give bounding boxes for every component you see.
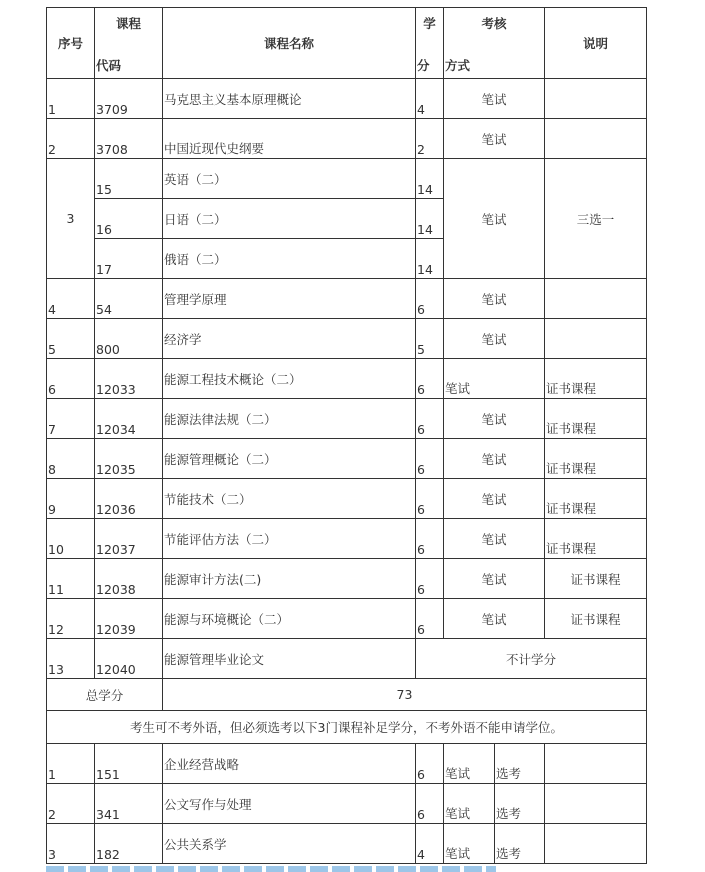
cell-code: 16 — [95, 199, 163, 239]
table-row — [47, 359, 647, 399]
cell-name: 能源管理概论（二） — [163, 439, 416, 479]
cropped-link-strip — [46, 866, 496, 872]
header-seq: 序号 — [47, 8, 95, 79]
cell-exam: 笔试 — [444, 479, 545, 519]
cell-seq: 9 — [47, 479, 95, 519]
header-credit-top: 学 — [423, 16, 436, 31]
cell-credit: 14 — [416, 239, 444, 279]
cell-code: 12036 — [95, 479, 163, 519]
cell-name: 英语（二） — [163, 159, 416, 199]
cell-exam: 笔试 — [444, 79, 545, 119]
table-row — [47, 319, 647, 359]
cell-seq: 8 — [47, 439, 95, 479]
cell-seq: 1 — [47, 79, 95, 119]
cell-credit: 6 — [416, 744, 444, 784]
table-row — [47, 399, 647, 439]
cell-exam: 笔试 — [444, 599, 545, 639]
cell-seq: 7 — [47, 399, 95, 439]
cell-code: 12038 — [95, 559, 163, 599]
cell-code: 12035 — [95, 439, 163, 479]
cell-credit: 14 — [416, 159, 444, 199]
cell-name: 能源法律法规（二） — [163, 399, 416, 439]
cell-code: 12033 — [95, 359, 163, 399]
cell-exam: 笔试 — [444, 559, 545, 599]
table-row — [47, 559, 647, 599]
cell-name: 中国近现代史纲要 — [163, 119, 416, 159]
total-row — [47, 679, 647, 711]
cell-note: 证书课程 — [545, 599, 647, 639]
cell-credit: 6 — [416, 519, 444, 559]
cell-note: 证书课程 — [545, 559, 647, 599]
cell-note — [545, 79, 647, 119]
cell-code: 17 — [95, 239, 163, 279]
cell-note — [545, 279, 647, 319]
cell-seq: 10 — [47, 519, 95, 559]
cell-name: 节能评估方法（二） — [163, 519, 416, 559]
cell-credit: 14 — [416, 199, 444, 239]
table-row — [47, 439, 647, 479]
cell-credit: 6 — [416, 479, 444, 519]
cell-type: 选考 — [495, 784, 545, 824]
cell-exam: 笔试 — [444, 359, 545, 399]
cell-note — [545, 824, 647, 864]
table-row — [47, 79, 647, 119]
cell-note — [545, 744, 647, 784]
cell-name: 公共关系学 — [163, 824, 416, 864]
cell-note — [545, 119, 647, 159]
header-exam-bottom: 方式 — [445, 58, 471, 73]
cell-code: 800 — [95, 319, 163, 359]
cell-exam-merged: 不计学分 — [416, 639, 647, 679]
cell-exam: 笔试 — [444, 159, 545, 279]
cell-seq: 6 — [47, 359, 95, 399]
cell-type: 选考 — [495, 744, 545, 784]
cell-code: 182 — [95, 824, 163, 864]
cell-code: 3709 — [95, 79, 163, 119]
cell-credit: 6 — [416, 439, 444, 479]
cell-credit: 5 — [416, 319, 444, 359]
header-code-bottom: 代码 — [96, 58, 122, 73]
cell-code: 341 — [95, 784, 163, 824]
header-note: 说明 — [545, 8, 647, 79]
cell-code: 3708 — [95, 119, 163, 159]
cell-credit: 6 — [416, 784, 444, 824]
elective-row — [47, 784, 647, 824]
cell-name: 节能技术（二） — [163, 479, 416, 519]
cell-name: 管理学原理 — [163, 279, 416, 319]
cell-seq: 11 — [47, 559, 95, 599]
cell-seq: 12 — [47, 599, 95, 639]
cell-note: 证书课程 — [545, 479, 647, 519]
cell-name: 能源工程技术概论（二） — [163, 359, 416, 399]
cell-name: 公文写作与处理 — [163, 784, 416, 824]
cell-exam: 笔试 — [444, 119, 545, 159]
table-row — [47, 639, 647, 679]
cell-exam: 笔试 — [444, 439, 545, 479]
total-value: 73 — [163, 679, 647, 711]
cell-exam: 笔试 — [444, 519, 545, 559]
cell-credit: 6 — [416, 399, 444, 439]
cell-exam: 笔试 — [444, 399, 545, 439]
cell-note: 三选一 — [545, 159, 647, 279]
cell-credit: 6 — [416, 279, 444, 319]
cell-exam: 笔试 — [444, 279, 545, 319]
table-header-row — [47, 8, 647, 79]
cell-code: 15 — [95, 159, 163, 199]
cell-name: 能源管理毕业论文 — [163, 639, 416, 679]
cell-note: 证书课程 — [545, 359, 647, 399]
cell-seq: 3 — [47, 824, 95, 864]
cell-credit: 4 — [416, 824, 444, 864]
notice-text: 考生可不考外语，但必须选考以下3门课程补足学分，不考外语不能申请学位。 — [47, 711, 647, 744]
cell-seq: 1 — [47, 744, 95, 784]
cell-seq: 4 — [47, 279, 95, 319]
cell-credit: 6 — [416, 559, 444, 599]
cell-name: 日语（二） — [163, 199, 416, 239]
cell-code: 12040 — [95, 639, 163, 679]
cell-code: 12039 — [95, 599, 163, 639]
cell-credit: 2 — [416, 119, 444, 159]
cell-name: 经济学 — [163, 319, 416, 359]
cell-seq: 3 — [47, 159, 95, 279]
cell-credit: 6 — [416, 359, 444, 399]
cell-code: 12037 — [95, 519, 163, 559]
cell-note: 证书课程 — [545, 519, 647, 559]
curriculum-table — [46, 7, 647, 864]
cell-name: 能源审计方法(二) — [163, 559, 416, 599]
notice-row — [47, 711, 647, 744]
table-row — [47, 119, 647, 159]
cell-code: 54 — [95, 279, 163, 319]
header-code-top: 课程 — [115, 16, 141, 31]
table-row — [47, 519, 647, 559]
cell-seq: 2 — [47, 119, 95, 159]
cell-note — [545, 784, 647, 824]
cell-credit: 6 — [416, 599, 444, 639]
cell-note — [545, 319, 647, 359]
cell-exam: 笔试 — [444, 744, 495, 784]
elective-row — [47, 824, 647, 864]
header-credit-bottom: 分 — [417, 58, 430, 73]
header-exam-top: 考核 — [481, 16, 507, 31]
cell-seq: 5 — [47, 319, 95, 359]
header-credit — [416, 8, 444, 79]
cell-exam: 笔试 — [444, 824, 495, 864]
cell-name: 企业经营战略 — [163, 744, 416, 784]
cell-note: 证书课程 — [545, 439, 647, 479]
cell-note: 证书课程 — [545, 399, 647, 439]
cell-name: 能源与环境概论（二） — [163, 599, 416, 639]
cell-type: 选考 — [495, 824, 545, 864]
cell-code: 12034 — [95, 399, 163, 439]
cell-exam: 笔试 — [444, 784, 495, 824]
table-row — [47, 279, 647, 319]
table-row — [47, 479, 647, 519]
table-row — [47, 599, 647, 639]
table-row — [47, 159, 647, 199]
elective-row — [47, 744, 647, 784]
header-name: 课程名称 — [163, 8, 416, 79]
cell-name: 俄语（二） — [163, 239, 416, 279]
cell-exam: 笔试 — [444, 319, 545, 359]
cell-code: 151 — [95, 744, 163, 784]
total-label: 总学分 — [47, 679, 163, 711]
cell-seq: 13 — [47, 639, 95, 679]
cell-name: 马克思主义基本原理概论 — [163, 79, 416, 119]
header-code — [95, 8, 163, 79]
top-border-fragment — [46, 0, 648, 1]
cell-credit: 4 — [416, 79, 444, 119]
header-exam — [444, 8, 545, 79]
cell-seq: 2 — [47, 784, 95, 824]
